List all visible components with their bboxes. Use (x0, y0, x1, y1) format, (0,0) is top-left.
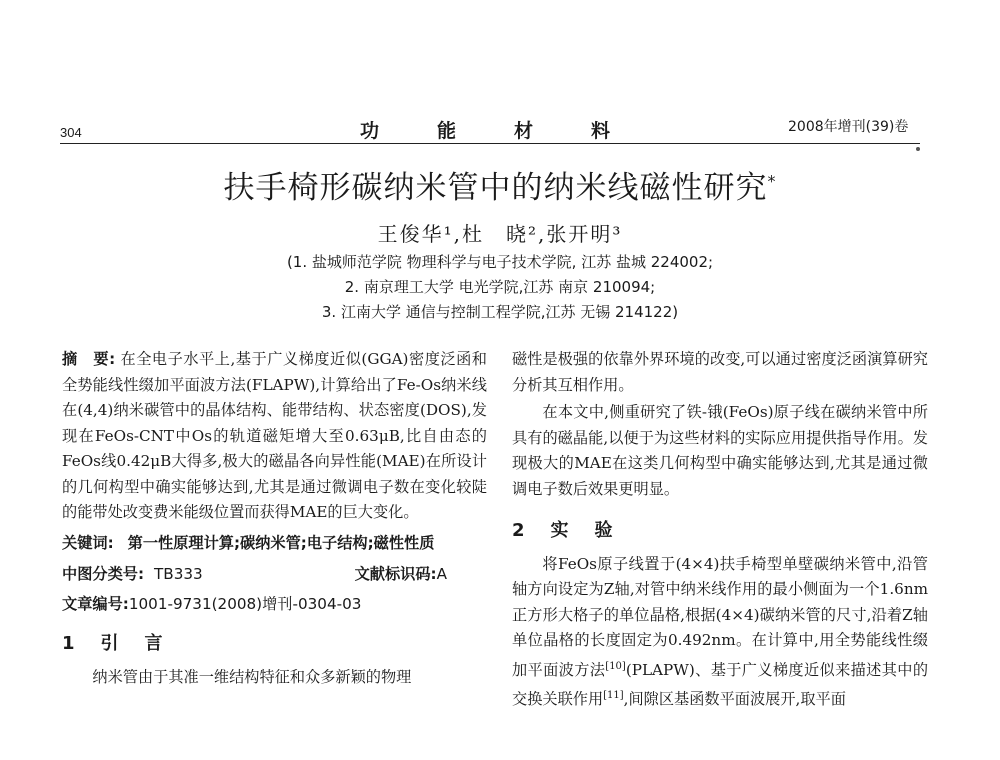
section-1-text: 纳米管由于其准一维结构特征和众多新颖的物理 (92, 667, 412, 686)
keywords (62, 531, 487, 557)
document-code (355, 562, 447, 588)
page-number: 304 (60, 125, 82, 140)
affiliation-2: 2. 南京理工大学 电光学院,江苏 南京 210094; (344, 278, 656, 296)
affiliation-3: 3. 江南大学 通信与控制工程学院,江苏 无锡 214122) (321, 303, 679, 321)
clc-number (62, 562, 203, 588)
clc-label: 中图分类号: (62, 565, 145, 583)
citation-11[interactable]: [11] (603, 690, 624, 702)
paragraph-1: 磁性是极强的依靠外界环境的改变,可以通过密度泛函演算研究分析其互相作用。 (512, 350, 928, 394)
article-number (62, 592, 487, 618)
article-no-value: 1001-9731(2008)增刊-0304-03 (128, 594, 362, 613)
title-footnote-mark: * (767, 171, 777, 191)
clc-value: TB333 (154, 565, 203, 583)
abstract-text: 在全电子水平上,基于广义梯度近似(GGA)密度泛函和全势能线性缀加平面波方法(FLAPW),计算给出了Fe-Os纳米线在(4,4)纳米碳管中的晶体结构、能带结构、状态密度(DOS),发现在FeOs-CNT中Os的轨道磁矩增大至0.63μB,比自由态的FeOs线0.42μB大得多,极大的磁晶各向异性能(MAE)在所设计的几何构型中确实能够达到,尤其是通过微调电子数在变化较陡的能带处改变费米能级位置而获得MAE的巨大变化。 (62, 350, 487, 521)
speck (916, 147, 920, 151)
doc-code-value: A (436, 565, 447, 583)
keywords-text: 第一性原理计算;碳纳米管;电子结构;磁性性质 (127, 533, 435, 552)
left-column (62, 347, 487, 690)
affiliation-1: (1. 盐城师范学院 物理科学与电子技术学院, 江苏 盐城 224002; (286, 253, 714, 271)
abstract-label: 摘 要: (62, 350, 116, 368)
citation-10[interactable]: [10] (605, 660, 626, 672)
paragraph-2: 在本文中,侧重研究了铁-锇(FeOs)原子线在碳纳米管中所具有的磁晶能,以便于为这些材料的实际应用提供指导作用。发现极大的MAE在这类几何构型中确实能够达到,尤其是通过微调电子数后效果更明显。 (512, 403, 928, 498)
paper-title-text: 扶手椅形碳纳米管中的纳米线磁性研究 (223, 170, 768, 206)
keywords-label: 关键词: (62, 533, 114, 552)
right-column (512, 347, 928, 713)
classification-row (62, 562, 487, 588)
journal-title: 功能材料 (360, 120, 669, 142)
header-rule (60, 143, 920, 144)
authors: 王俊华¹,杜 晓²,张开明³ (377, 222, 623, 246)
paragraph-3-c: ,间隙区基函数平面波展开,取平面 (623, 690, 846, 709)
section-2-heading: 2 实 验 (512, 520, 617, 541)
paragraph-3-b: (PLAPW)、基于广义梯度近似来描述其中的交换关联作用 (512, 660, 929, 709)
abstract (62, 347, 487, 526)
section-1-heading: 1 引 言 (62, 633, 167, 654)
doc-code-label: 文献标识码: (354, 565, 437, 583)
paper-title (0, 162, 1000, 207)
issue-info: 2008年增刊(39)卷 (788, 119, 909, 135)
paragraph-3-a: 将FeOs原子线置于(4×4)扶手椅型单壁碳纳米管中,沿管轴方向设定为Z轴,对管中纳米线作用的最小侧面为一个1.6nm正方形大格子的单位晶格,根据(4×4)碳纳米管的尺寸,沿着Z轴单位晶格的长度固定为0.492nm。在计算中,用全势能线性缀加平面波方法 (512, 554, 928, 679)
article-no-label: 文章编号: (62, 594, 129, 613)
paragraph-3 (512, 552, 928, 713)
